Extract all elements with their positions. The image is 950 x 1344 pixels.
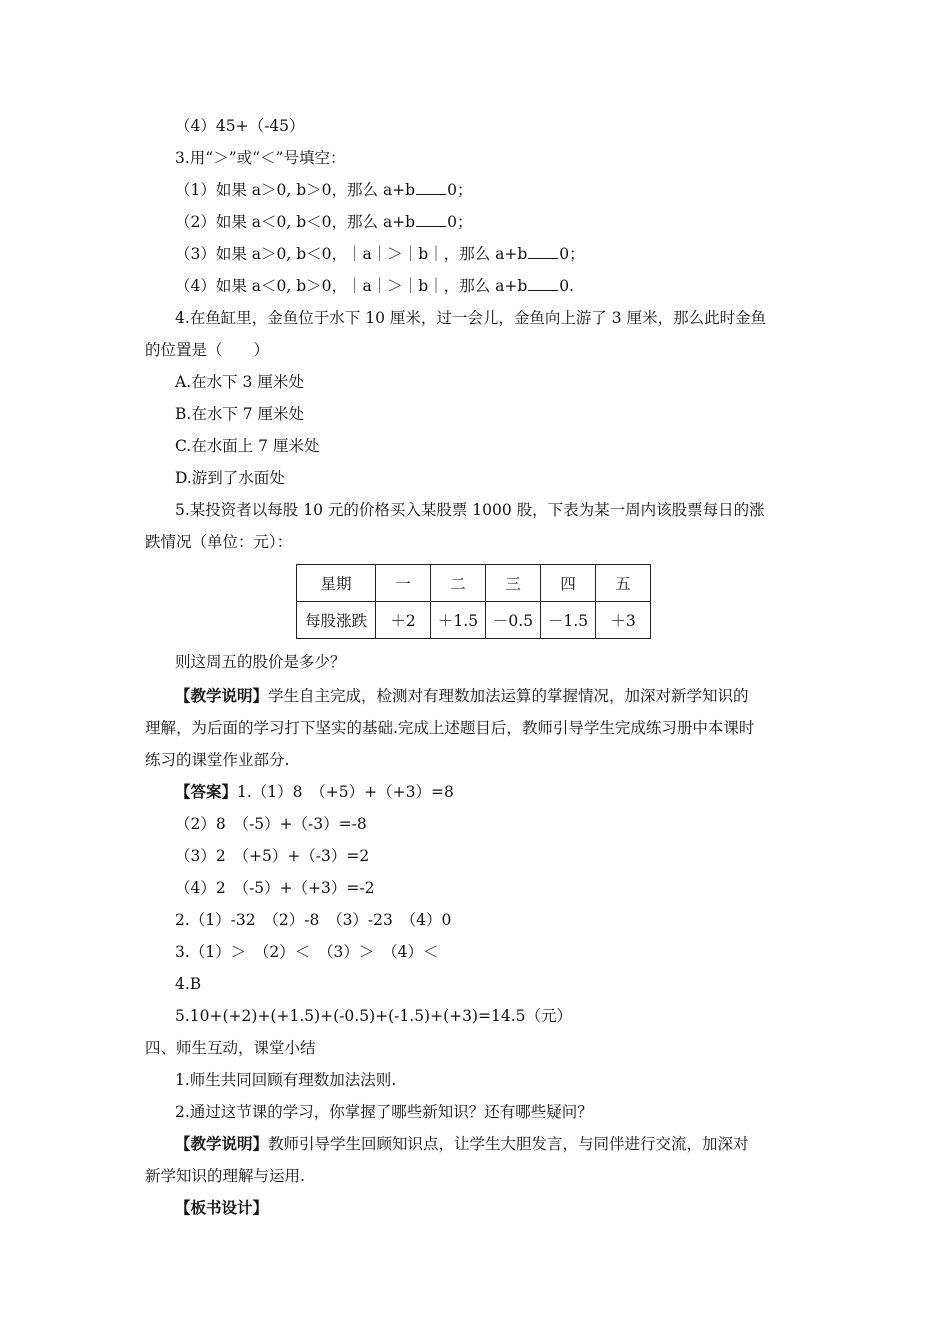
text-segment: （3）如果 a＞0, b＜0，｜a｜＞｜b｜，那么 a+b (175, 245, 528, 263)
table-cell: 一 (376, 565, 431, 602)
text-segment: 学生自主完成，检测对有理数加法运算的掌握情况，加深对新学知识的 (268, 687, 749, 705)
answer-section (175, 782, 454, 802)
text-line: 2.（1）-32 （2）-8 （3）-23 （4）0 (175, 911, 452, 929)
text-line: （2）8 （-5）+（-3）=-8 (175, 815, 367, 833)
text-line: （3）2 （+5）+（-3）=2 (175, 847, 370, 865)
table-cell: －1.5 (541, 602, 596, 639)
text-line: （4）45+（-45） (175, 117, 305, 135)
table-cell: 每股涨跌 (297, 602, 376, 639)
text-line: 1.师生共同回顾有理数加法法则. (175, 1071, 397, 1089)
answer-label: 【答案】 (175, 782, 238, 801)
section-heading: 四、师生互动，课堂小结 (145, 1039, 316, 1057)
question-4-text: 4.在鱼缸里，金鱼位于水下 10 厘米，过一会儿，金鱼向上游了 3 厘米，那么此时金鱼 (175, 309, 767, 327)
table-cell: ＋1.5 (431, 602, 486, 639)
text-segment: （2）如果 a＜0, b＜0，那么 a+b (175, 213, 416, 231)
table-cell: 五 (596, 565, 651, 602)
table-cell: 四 (541, 565, 596, 602)
text-segment: （4）如果 a＜0, b＞0，｜a｜＞｜b｜，那么 a+b (175, 277, 528, 295)
text-line: 2.通过这节课的学习，你掌握了哪些新知识？还有哪些疑问？ (175, 1103, 593, 1121)
text-line (175, 180, 472, 200)
text-segment: 1.（1）8 （+5）+（+3）=8 (237, 783, 454, 801)
text-segment: 教师引导学生回顾知识点，让学生大胆发言，与同伴进行交流，加深对 (268, 1135, 749, 1153)
fill-blank (528, 276, 558, 291)
teaching-note (175, 686, 749, 706)
question-5-text: 5.某投资者以每股 10 元的价格买入某股票 1000 股，下表为某一周内该股票每日的涨 (175, 501, 765, 519)
text-line: 则这周五的股价是多少？ (175, 653, 346, 671)
teaching-note (175, 1134, 749, 1154)
fill-blank (416, 180, 446, 195)
option-c: C.在水面上 7 厘米处 (175, 437, 320, 455)
text-segment: （1）如果 a＞0, b＞0，那么 a+b (175, 181, 416, 199)
text-line: 3.（1）＞ （2）＜ （3）＞ （4）＜ (175, 943, 439, 961)
text-segment: 0； (559, 245, 585, 263)
text-segment: 0； (447, 181, 473, 199)
text-line: 的位置是（ ） (145, 341, 270, 359)
text-line: 5.10+(+2)+(+1.5)+(-0.5)+(-1.5)+(+3)=14.5（元） (175, 1007, 573, 1025)
note-label: 【教学说明】 (175, 686, 269, 705)
table-row (297, 602, 651, 639)
text-line (175, 244, 585, 264)
text-segment: 0； (447, 213, 473, 231)
text-line: 新学知识的理解与运用. (145, 1167, 305, 1185)
table-cell: 三 (486, 565, 541, 602)
option-d: D.游到了水面处 (175, 469, 285, 487)
table-cell: －0.5 (486, 602, 541, 639)
text-segment: 0. (559, 277, 575, 295)
text-line: 跌情况（单位：元）： (145, 533, 293, 551)
text-line (175, 276, 574, 296)
text-line: 理解，为后面的学习打下坚实的基础.完成上述题目后，教师引导学生完成练习册中本课时 (145, 719, 755, 737)
text-line: 4.B (175, 975, 202, 993)
table-cell: 二 (431, 565, 486, 602)
table-cell: ＋3 (596, 602, 651, 639)
fill-blank (528, 244, 558, 259)
stock-change-table (296, 564, 651, 639)
question-3-heading: 3.用“＞”或“＜”号填空： (175, 149, 346, 167)
option-b: B.在水下 7 厘米处 (175, 405, 305, 423)
text-line: 练习的课堂作业部分. (145, 751, 290, 769)
table-cell: 星期 (297, 565, 376, 602)
text-line (175, 212, 472, 232)
fill-blank (416, 212, 446, 227)
note-label: 【教学说明】 (175, 1134, 269, 1153)
table-cell: ＋2 (376, 602, 431, 639)
table-header-row (297, 565, 651, 602)
option-a: A.在水下 3 厘米处 (175, 373, 304, 391)
text-line: （4）2 （-5）+（+3）=-2 (175, 879, 375, 897)
board-design-heading: 【板书设计】 (175, 1198, 269, 1217)
